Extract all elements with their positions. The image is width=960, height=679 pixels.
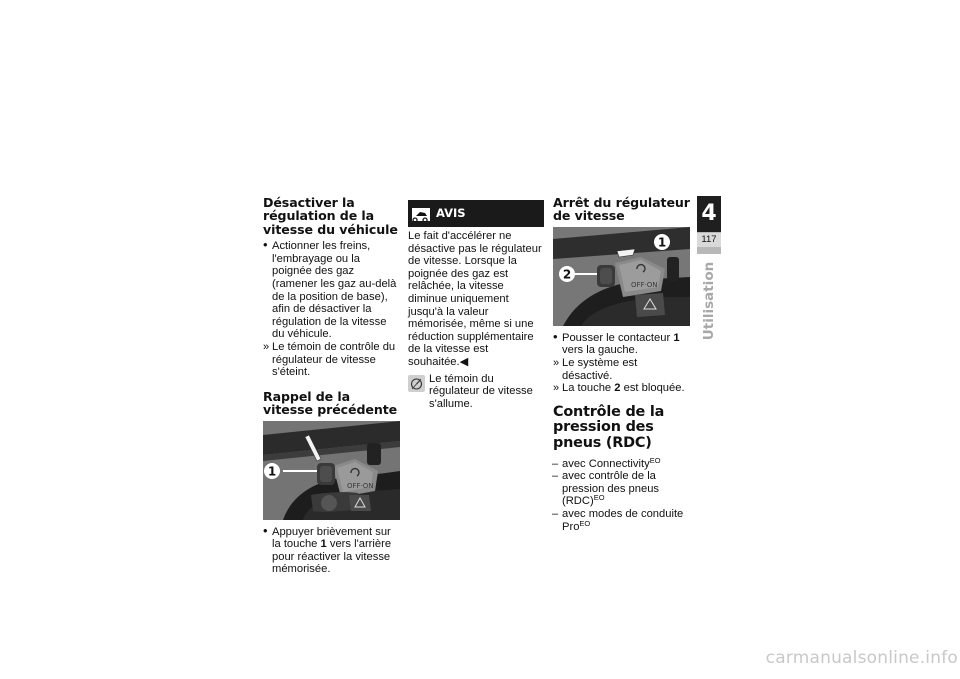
chapter-title: Utilisation [701,261,717,341]
chapter-title-box [697,254,721,348]
handlebar-switch-illustration [263,421,400,520]
chapter-number: 4 [697,196,721,232]
heading-tire-pressure: Contrôle de la pression des pneus (RDC) [553,403,665,451]
photo-callout-2: 2 [562,267,572,282]
column-3 [553,196,690,533]
callout-number: 1 [673,331,680,344]
heading-stop-cruise: Arrêt du régulateur de vitesse [553,195,690,224]
instruction-item [263,237,401,341]
notice-label: AVIS [436,206,466,221]
photo-callout-1: 1 [267,464,277,479]
dash-marker: – [552,470,559,483]
bullet-marker: • [263,522,268,538]
instruction-item [263,522,401,576]
photo-callout-1: 1 [657,235,667,250]
dash-marker: – [552,507,559,520]
heading-resume-speed: Rappel de la vitesse précédente [263,388,398,418]
option-eo-superscript: EO [579,518,591,528]
switch-photo-stop [553,227,690,326]
switch-off-on-label: OFF·ON [631,280,658,289]
motorcycle-notice-icon [412,206,430,222]
result-marker: » [263,340,270,353]
result-item [553,382,690,395]
instruction-text: vers la gauche. [562,344,638,357]
result-text: est bloquée. [620,382,685,395]
result-marker: » [553,357,560,369]
watermark: carmanualsonline.info [765,648,958,668]
indicator-note [408,373,544,411]
end-of-notice-mark: ◀ [459,355,469,368]
notice-text [408,230,544,369]
result-item [263,341,401,379]
callout-number: 2 [614,382,621,395]
instruction-text: Actionner les freins, l'embrayage ou la poignée des gaz (ramener les gaz au-delà de la position de base), afin de désactiver la régulation de la vitesse du véhicule. [272,240,397,341]
switch-photo-resume [263,421,400,520]
option-eo-superscript: EO [593,493,605,503]
indicator-text: Le témoin du régulateur de vitesse s'allume. [429,372,533,410]
option-text: avec modes de conduite Pro [562,507,684,533]
chapter-side-tab [697,196,721,348]
dash-marker: – [552,457,559,470]
option-item [553,508,690,533]
option-text: avec Connectivity [562,457,650,470]
bullet-marker: • [553,328,558,344]
result-text: Le témoin de contrôle du régulateur de vitesse s'éteint. [272,340,396,379]
result-item [553,357,690,382]
notice-body: Le fait d'accélérer ne désactive pas le régulateur de vitesse. Lorsque la poignée des gaz est relâchée, la vitesse diminue uniquement jusqu'à la valeur mémorisée, même si une réduction supplémentaire de la vitesse est souhaitée. [408,230,542,368]
page-number: 117 [697,233,721,247]
heading-deactivate-cruise: Désactiver la régulation de la vitesse du véhicule [263,195,398,237]
result-text: Le système est désactivé. [562,357,638,382]
bullet-marker: • [263,237,268,253]
result-text: La touche [562,382,615,395]
option-item [553,470,690,508]
option-item [552,455,690,471]
option-text: avec contrôle de la pression des pneus (RDC) [562,470,660,508]
switch-off-on-label: OFF·ON [347,481,374,490]
instruction-text: Appuyer brièvement sur la touche [272,525,391,551]
instruction-item [553,328,690,357]
instruction-text: Pousser le contacteur [562,331,674,344]
handlebar-switch-illustration [553,227,690,326]
instruction-text: vers l'arrière pour réactiver la vitesse mémorisée. [272,538,392,576]
cruise-indicator-icon [408,375,425,392]
callout-number: 1 [320,538,327,551]
column-2 [408,196,544,410]
result-marker: » [553,382,560,395]
option-eo-superscript: EO [649,455,661,465]
notice-header [408,200,544,227]
column-1 [263,196,401,576]
